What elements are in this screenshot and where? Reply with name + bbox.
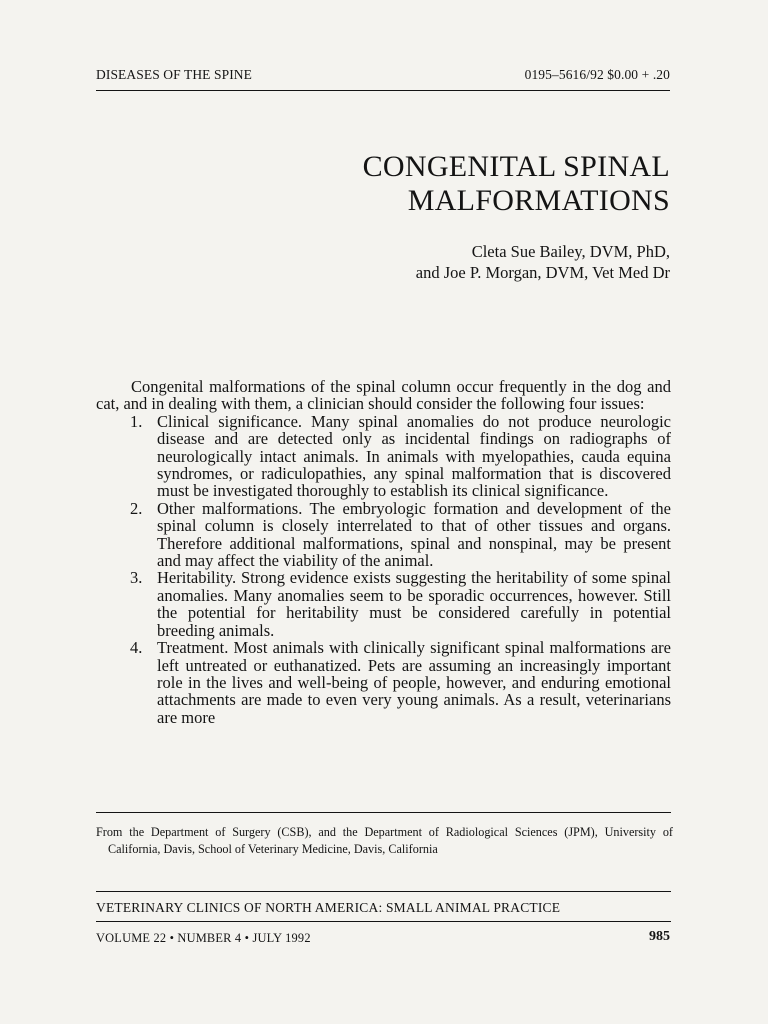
header-rule bbox=[96, 90, 670, 91]
list-item-text: Other malformations. The embryologic formation and development of the spinal column is closely interrelated to that of other tissues and organs. Therefore additional malformations, spinal and nonspinal, may be present and may affect the viability of the animal. bbox=[157, 498, 671, 571]
author-line-1: Cleta Sue Bailey, DVM, PhD, bbox=[471, 242, 670, 261]
author-line-2: and Joe P. Morgan, DVM, Vet Med Dr bbox=[415, 263, 670, 282]
article-title-line-2: MALFORMATIONS bbox=[407, 184, 670, 217]
journal-rule-top bbox=[96, 891, 671, 892]
issues-list bbox=[96, 413, 671, 726]
running-head-price-code: 0195–5616/92 $0.00 + .20 bbox=[524, 67, 670, 82]
article-title-line-1: CONGENITAL SPINAL bbox=[362, 150, 670, 183]
footnote-rule bbox=[96, 812, 671, 813]
list-item bbox=[96, 569, 671, 639]
list-item-text: Heritability. Strong evidence exists suggesting the heritability of some spinal anomalies. Many anomalies seem to be sporadic occurrences, however. Still the potential for heritability must be considered carefully in potential breeding animals. bbox=[157, 568, 671, 640]
article-body bbox=[96, 378, 671, 726]
list-item-number: 1. bbox=[130, 411, 143, 431]
article-title bbox=[150, 150, 670, 218]
list-item-text: Treatment. Most animals with clinically significant spinal malformations are left untreated or euthanatized. Pets are assuming an increasingly important role in the lives and well-being of people, however, and enduring emotional attachments are made to even very young animals. As a result, veterinarians are more bbox=[157, 638, 671, 727]
page-number: 985 bbox=[649, 929, 670, 944]
author-block bbox=[150, 241, 670, 283]
list-item bbox=[96, 639, 671, 726]
list-item-number: 4. bbox=[130, 638, 143, 658]
running-head-section: DISEASES OF THE SPINE bbox=[96, 67, 252, 82]
affiliation-footnote: From the Department of Surgery (CSB), and the Department of Radiological Sciences (JPM), University of California, Davis, School of Veterinary Medicine, Davis, California bbox=[96, 825, 673, 856]
list-item bbox=[96, 500, 671, 570]
list-item-number: 3. bbox=[130, 568, 143, 588]
issue-info: VOLUME 22 • NUMBER 4 • JULY 1992 bbox=[96, 931, 311, 945]
intro-paragraph: Congenital malformations of the spinal column occur frequently in the dog and cat, and in dealing with them, a clinician should consider the following four issues: bbox=[96, 377, 671, 414]
journal-name: VETERINARY CLINICS OF NORTH AMERICA: SMALL ANIMAL PRACTICE bbox=[96, 900, 561, 915]
list-item-number: 2. bbox=[130, 498, 143, 518]
list-item bbox=[96, 413, 671, 500]
list-item-text: Clinical significance. Many spinal anomalies do not produce neurologic disease and are detected only as incidental findings on radiographs of neurologically intact animals. In animals with myelopathies, cauda equina syndromes, or radiculopathies, any spinal malformation that is discovered must be investigated thoroughly to establish its clinical significance. bbox=[157, 411, 671, 501]
journal-rule-bottom bbox=[96, 921, 671, 922]
